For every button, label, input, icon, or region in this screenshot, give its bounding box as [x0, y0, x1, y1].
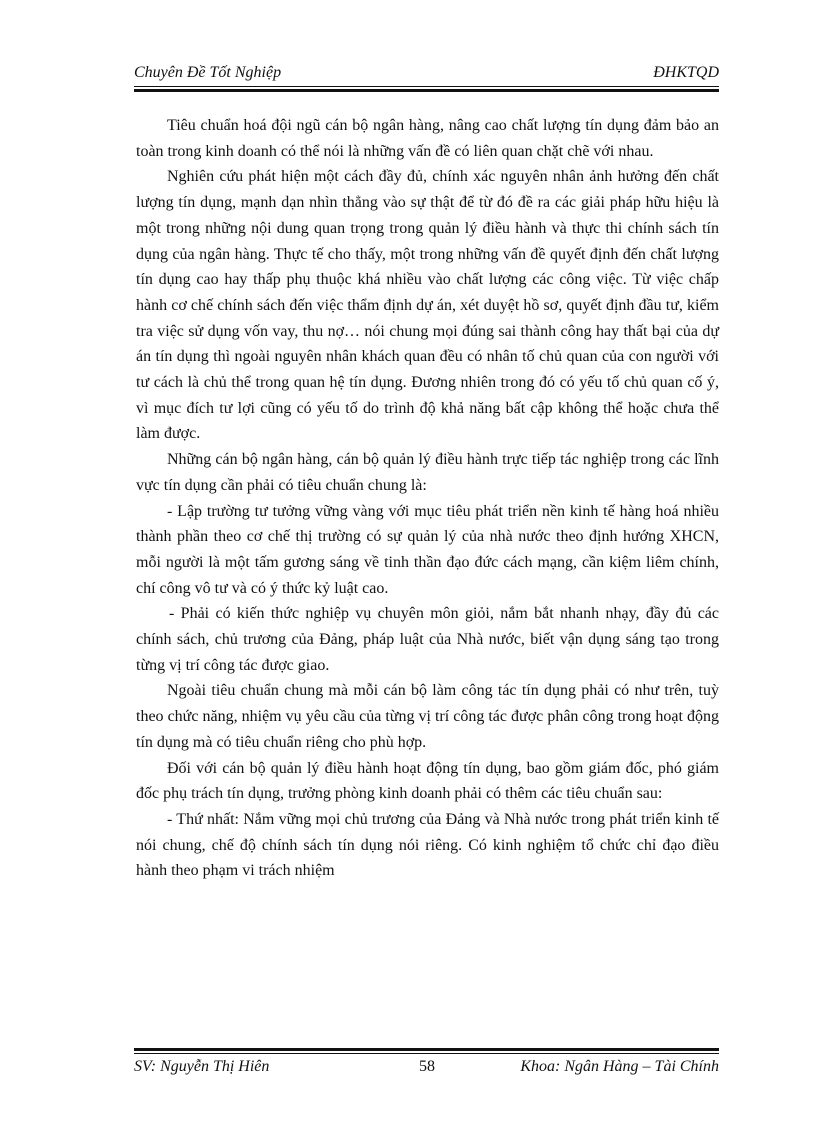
- page-header: [134, 64, 719, 86]
- paragraph-3: Những cán bộ ngân hàng, cán bộ quản lý điều hành trực tiếp tác nghiệp trong các lĩnh vực tín dụng cần phải có tiêu chuẩn chung là:: [136, 451, 719, 494]
- paragraph-2: Nghiên cứu phát hiện một cách đầy đủ, chính xác nguyên nhân ảnh hưởng đến chất lượng tín dụng, mạnh dạn nhìn thẳng vào sự thật để từ đó đề ra các giải pháp hữu hiệu là một trong những nội dung quan trọng trong quản lý điều hành và thực thi chính sách tín dụng của ngân hàng. Thực tế cho thấy, một trong những vấn đề quyết định đến chất lượng tín dụng cao hay thấp phụ thuộc khá nhiều vào chất lượng các công việc. Từ việc chấp hành cơ chế chính sách đến việc thẩm định dự án, xét duyệt hồ sơ, quyết định đầu tư, kiểm tra việc sử dụng vốn vay, thu nợ… nói chung mọi đúng sai thành công hay thất bại của dự án tín dụng thì ngoài nguyên nhân khách quan đều có nhân tố chủ quan của con người với tư cách là chủ thể trong quan hệ tín dụng. Đương nhiên trong đó có yếu tố chủ quan cố ý, vì mục đích tư lợi cũng có yếu tố do trình độ khả năng bất cập không thể hoặc chưa thể làm được.: [136, 168, 719, 443]
- footer-page-number: 58: [419, 1058, 435, 1075]
- header-university: ĐHKTQD: [653, 64, 719, 81]
- footer-rule-thin: [134, 1053, 719, 1054]
- bullet-paragraph-3: - Thứ nhất: Nắm vững mọi chủ trương của Đảng và Nhà nước trong phát triển kinh tế nói chung, chế độ chính sách tín dụng nói riêng. Có kinh nghiệm tổ chức chỉ đạo điều hành theo phạm vi trách nhiệm: [136, 810, 719, 880]
- page-body: [136, 113, 719, 884]
- header-document-title: Chuyên Đề Tốt Nghiệp: [134, 64, 282, 81]
- footer-faculty: Khoa: Ngân Hàng – Tài Chính: [520, 1058, 719, 1075]
- paragraph-5: Đối với cán bộ quản lý điều hành hoạt động tín dụng, bao gồm giám đốc, phó giám đốc phụ trách tín dụng, trưởng phòng kinh doanh phải có thêm các tiêu chuẩn sau:: [136, 759, 719, 803]
- bullet-paragraph-2: - Phải có kiến thức nghiệp vụ chuyên môn giỏi, nắm bắt nhanh nhạy, đầy đủ các chính sách, chủ trương của Đảng, pháp luật của Nhà nước, biết vận dụng sáng tạo trong từng vị trí công tác được giao.: [136, 605, 719, 674]
- page-footer: [134, 1058, 719, 1080]
- footer-rule-thick: [134, 1048, 719, 1051]
- paragraph-1: Tiêu chuẩn hoá đội ngũ cán bộ ngân hàng, nâng cao chất lượng tín dụng đảm bảo an toàn trong kinh doanh có thể nói là những vấn đề có liên quan chặt chẽ với nhau.: [136, 117, 719, 160]
- header-rule-thin: [134, 86, 719, 87]
- bullet-paragraph-1: - Lập trường tư tưởng vững vàng với mục tiêu phát triển nền kinh tế hàng hoá nhiều thành phần theo cơ chế thị trường có sự quản lý của nhà nước theo định hướng XHCN, mỗi người là một tấm gương sáng về tinh thần đạo đức cách mạng, cần kiệm liêm chính, chí công vô tư và có ý thức kỷ luật cao.: [136, 502, 719, 597]
- paragraph-4: Ngoài tiêu chuẩn chung mà mỗi cán bộ làm công tác tín dụng phải có như trên, tuỳ theo chức năng, nhiệm vụ yêu cầu của từng vị trí công tác được phân công trong hoạt động tín dụng mà có tiêu chuẩn riêng cho phù hợp.: [136, 682, 719, 751]
- footer-student-name: SV: Nguyễn Thị Hiên: [134, 1058, 270, 1075]
- header-rule-thick: [134, 89, 719, 92]
